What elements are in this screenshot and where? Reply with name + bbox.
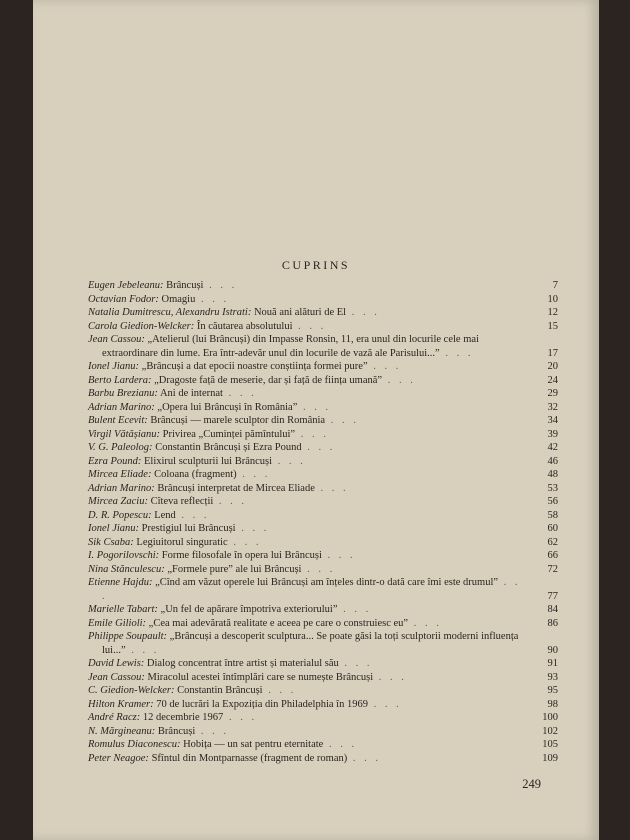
toc-entry (88, 414, 558, 428)
toc-author: Eugen Jebeleanu: (88, 280, 164, 291)
toc-author: Ionel Jianu: (88, 523, 140, 534)
toc-entry (88, 482, 558, 496)
toc-author: Marielle Tabart: (88, 604, 158, 615)
toc-leader-dots: . . . (295, 428, 329, 440)
toc-entry-text (88, 684, 530, 698)
toc-title: Lend (154, 509, 176, 521)
toc-title: În căutarea absolutului (196, 320, 293, 332)
toc-author: Octavian Fodor: (88, 293, 159, 305)
toc-entry (88, 522, 558, 536)
toc-entry (88, 455, 558, 469)
toc-author: Ezra Pound: (88, 455, 142, 467)
toc-entry-text (88, 657, 530, 671)
toc-entry-text (88, 482, 530, 496)
toc-title: Legiuitorul singuratic (136, 536, 228, 548)
toc-page-number: 12 (547, 307, 558, 318)
toc-author: I. Pogorilovschi: (88, 550, 160, 561)
toc-page-number: 46 (547, 455, 558, 467)
toc-title: „Atelierul (lui Brâncuși) din Impasse Ronsin, 11, era unul din locurile cele mai extraordinare din lume. Era într-adevăr unul din locurile de vază ale Parisului...” (102, 334, 479, 359)
toc-author: Hilton Kramer: (88, 698, 154, 710)
toc-entry (88, 536, 558, 550)
toc-entry-text (88, 549, 530, 563)
toc-entry-text (88, 617, 530, 631)
toc-leader-dots: . . . (235, 523, 270, 534)
toc-author: Emile Gilioli: (88, 617, 147, 629)
page-number: 249 (522, 777, 541, 791)
toc-page-number: 93 (547, 671, 558, 683)
toc-title: „Opera lui Brâncuși în România” (157, 401, 298, 413)
page-heading: CUPRINS (281, 258, 351, 272)
toc-page-number: 77 (547, 590, 558, 602)
toc-entry (88, 617, 558, 631)
toc-author: Barbu Brezianu: (88, 388, 158, 399)
toc-leader-dots: . . . (292, 320, 327, 332)
toc-title: Brâncuși — marele sculptor din România (150, 415, 326, 426)
toc-entry-text (88, 387, 530, 401)
toc-leader-dots: . . . (102, 577, 521, 602)
toc-page-number: 7 (552, 280, 558, 291)
toc-entry-text (88, 495, 530, 509)
toc-page-number: 32 (547, 401, 558, 413)
toc-entry-text (88, 455, 530, 469)
toc-entry-text (88, 738, 530, 752)
toc-entry-text (88, 360, 530, 374)
toc-page-number: 24 (547, 374, 558, 386)
toc-entry (88, 387, 558, 401)
toc-entry-text (88, 320, 530, 334)
toc-entry (88, 684, 558, 698)
toc-entry (88, 468, 558, 482)
toc-entry (88, 576, 558, 603)
toc-page-number: 58 (547, 509, 558, 521)
book-page (33, 0, 599, 840)
toc-author: Carola Giedion-Welcker: (88, 320, 195, 332)
toc-title: „Dragoste față de meserie, dar și față de ființa umană” (154, 374, 383, 386)
toc-page-number: 102 (542, 725, 558, 737)
toc-entry-text (88, 752, 530, 766)
toc-entry-text (88, 428, 530, 442)
toc-page-number: 42 (547, 442, 558, 453)
toc-leader-dots: . . . (325, 415, 359, 426)
toc-entry-text (88, 671, 530, 685)
table-of-contents (88, 279, 558, 765)
toc-entry-text (88, 603, 530, 617)
toc-entry (88, 549, 558, 563)
toc-title: Brâncuși (166, 280, 204, 291)
toc-title: Cîteva reflecții (150, 496, 214, 507)
toc-leader-dots: . . . (272, 455, 306, 467)
toc-entry-text (88, 698, 530, 712)
toc-title: Constantin Brâncuși (177, 685, 263, 696)
toc-entry-text (88, 441, 530, 455)
toc-title: „Cea mai adevărată realitate e aceea pe care o construiesc eu” (148, 617, 409, 629)
toc-leader-dots: . . . (236, 469, 271, 480)
toc-leader-dots: . . . (314, 482, 349, 494)
toc-author: Bulent Ecevit: (88, 415, 148, 426)
toc-leader-dots: . . . (195, 725, 229, 737)
toc-entry-text (88, 333, 530, 360)
toc-leader-dots: . . . (227, 536, 262, 548)
toc-title: Sfîntul din Montparnasse (fragment de roman) (151, 752, 348, 764)
toc-title: Forme filosofale în opera lui Brâncuși (161, 550, 322, 561)
toc-title: „Un fel de apărare împotriva exteriorului” (160, 604, 338, 615)
toc-title: 70 de lucrări la Expoziția din Philadelphia în 1969 (156, 698, 368, 710)
toc-page-number: 105 (542, 739, 558, 750)
toc-leader-dots: . . . (223, 712, 258, 723)
toc-author: André Racz: (88, 712, 141, 723)
toc-title: „Formele pure” ale lui Brâncuși (167, 563, 302, 575)
toc-leader-dots: . . . (262, 685, 297, 696)
toc-author: Nina Stănculescu: (88, 563, 165, 575)
toc-author: Natalia Dumitrescu, Alexandru Istrati: (88, 307, 252, 318)
toc-page-number: 98 (547, 698, 558, 710)
toc-title: Constantin Brâncuși și Ezra Pound (155, 442, 302, 453)
toc-author: D. R. Popescu: (88, 509, 152, 521)
toc-page-number: 34 (547, 415, 558, 426)
toc-entry-text (88, 576, 530, 603)
toc-entry-text (88, 630, 530, 657)
toc-leader-dots: . . . (337, 604, 372, 615)
toc-title: „Cînd am văzut operele lui Brâncuși am înțeles dintr-o dată care îmi este drumul” (155, 577, 499, 588)
toc-page-number: 95 (547, 685, 558, 696)
toc-entry-text (88, 711, 530, 725)
toc-leader-dots: . . . (373, 671, 407, 683)
toc-title: Elixirul sculpturii lui Brâncuși (144, 455, 273, 467)
toc-author: Adrian Marino: (88, 482, 155, 494)
toc-entry-text (88, 522, 530, 536)
toc-title: 12 decembrie 1967 (142, 712, 224, 723)
toc-entry (88, 306, 558, 320)
toc-title: Nouă ani alături de El (253, 307, 347, 318)
toc-author: Virgil Vătășianu: (88, 428, 161, 440)
toc-entry (88, 441, 558, 455)
toc-leader-dots: . . . (125, 644, 160, 656)
toc-page-number: 53 (547, 482, 558, 494)
toc-entry-text (88, 509, 530, 523)
toc-leader-dots: . . . (338, 658, 373, 669)
toc-page-number: 90 (547, 644, 558, 656)
toc-title: Hobița — un sat pentru eternitate (183, 739, 324, 750)
toc-leader-dots: . . . (439, 347, 474, 359)
toc-leader-dots: . . . (321, 550, 356, 561)
toc-entry (88, 738, 558, 752)
toc-entry (88, 563, 558, 577)
toc-entry (88, 279, 558, 293)
toc-title: Coloana (fragment) (154, 469, 237, 480)
toc-leader-dots: . . . (367, 361, 402, 372)
toc-author: C. Giedion-Welcker: (88, 685, 175, 696)
toc-title: Dialog concentrat între artist și materialul său (146, 658, 339, 669)
toc-entry (88, 630, 558, 657)
toc-entry (88, 725, 558, 739)
toc-leader-dots: . . . (175, 509, 210, 521)
toc-entry (88, 401, 558, 415)
toc-page-number: 10 (547, 293, 558, 305)
toc-entry (88, 360, 558, 374)
toc-page-number: 109 (542, 752, 558, 764)
toc-entry (88, 698, 558, 712)
toc-entry (88, 374, 558, 388)
toc-leader-dots: . . . (382, 374, 416, 386)
toc-page-number: 29 (547, 388, 558, 399)
toc-author: Philippe Soupault: (88, 631, 168, 642)
toc-page-number: 66 (547, 550, 558, 561)
toc-leader-dots: . . . (213, 496, 248, 507)
toc-leader-dots: . . . (203, 280, 238, 291)
toc-page-number: 86 (547, 617, 558, 629)
toc-author: Ionel Jianu: (88, 361, 140, 372)
toc-entry-text (88, 306, 530, 320)
toc-author: Sik Csaba: (88, 536, 134, 548)
toc-page-number: 91 (547, 658, 558, 669)
toc-entry-text (88, 374, 530, 388)
toc-author: Romulus Diaconescu: (88, 739, 181, 750)
toc-title: Prestigiul lui Brâncuși (141, 523, 236, 534)
toc-entry-text (88, 279, 530, 293)
toc-page-number: 60 (547, 523, 558, 534)
toc-entry-text (88, 414, 530, 428)
toc-author: N. Mărgineanu: (88, 725, 156, 737)
toc-entry (88, 428, 558, 442)
toc-entry (88, 320, 558, 334)
toc-entry-text (88, 563, 530, 577)
toc-entry (88, 711, 558, 725)
toc-entry-text (88, 401, 530, 415)
toc-entry (88, 333, 558, 360)
toc-entry (88, 671, 558, 685)
toc-author: V. G. Paleolog: (88, 442, 153, 453)
toc-entry (88, 293, 558, 307)
toc-page-number: 15 (547, 320, 558, 332)
toc-title: „Brâncuși a descoperit sculptura... Se poate găsi la toți sculptorii moderni influența lui...” (102, 631, 519, 656)
toc-page-number: 20 (547, 361, 558, 372)
toc-author: Jean Cassou: (88, 334, 145, 345)
toc-title: Ani de internat (159, 388, 223, 399)
toc-title: Brâncuși (157, 725, 196, 737)
toc-title: „Brâncuși a dat epocii noastre conștiința formei pure” (141, 361, 368, 372)
toc-leader-dots: . . . (222, 388, 257, 399)
toc-page-number: 72 (547, 563, 558, 575)
toc-entry (88, 509, 558, 523)
toc-entry (88, 603, 558, 617)
toc-author: Mircea Eliade: (88, 469, 152, 480)
toc-page-number: 62 (547, 536, 558, 548)
toc-leader-dots: . . . (301, 563, 336, 575)
toc-author: Etienne Hajdu: (88, 577, 153, 588)
toc-page-number: 56 (547, 496, 558, 507)
toc-page-number: 39 (547, 428, 558, 440)
toc-leader-dots: . . . (367, 698, 402, 710)
toc-entry-text (88, 293, 530, 307)
toc-entry-text (88, 536, 530, 550)
toc-author: Adrian Marino: (88, 401, 155, 413)
toc-entry-text (88, 725, 530, 739)
toc-entry (88, 657, 558, 671)
toc-leader-dots: . . . (301, 442, 336, 453)
toc-leader-dots: . . . (323, 739, 358, 750)
toc-author: Mircea Zaciu: (88, 496, 148, 507)
toc-author: Peter Neagoe: (88, 752, 149, 764)
toc-title: Miracolul acestei întîmplări care se numește Brâncuși (147, 671, 374, 683)
toc-leader-dots: . . . (195, 293, 230, 305)
toc-entry (88, 495, 558, 509)
toc-leader-dots: . . . (346, 307, 380, 318)
toc-title: Brâncuși interpretat de Mircea Eliade (157, 482, 315, 494)
toc-author: Jean Cassou: (88, 671, 145, 683)
toc-page-number: 84 (547, 604, 558, 615)
toc-leader-dots: . . . (347, 752, 381, 764)
toc-page-number: 17 (547, 347, 558, 359)
toc-page-number: 100 (542, 712, 558, 723)
toc-title: Omagiu (161, 293, 196, 305)
toc-author: Berto Lardera: (88, 374, 152, 386)
toc-leader-dots: . . . (408, 617, 442, 629)
toc-leader-dots: . . . (297, 401, 332, 413)
toc-entry (88, 752, 558, 766)
toc-author: David Lewis: (88, 658, 145, 669)
toc-title: Privirea „Cuminței pămîntului” (162, 428, 296, 440)
toc-entry-text (88, 468, 530, 482)
toc-page-number: 48 (547, 469, 558, 480)
